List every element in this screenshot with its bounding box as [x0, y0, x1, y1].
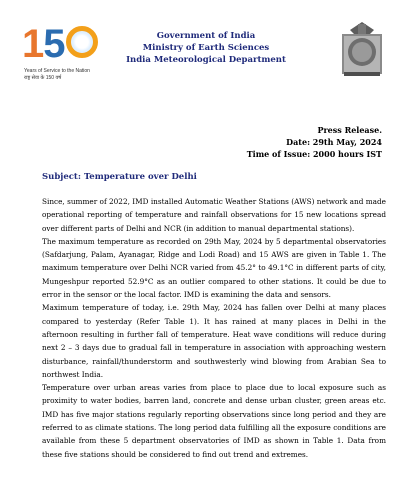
logo-digit-5: 5 [43, 22, 65, 66]
paragraph: Temperature over urban areas varies from place to place due to local exposure such as proximity to water bodies, barren land, concrete and dense urban cluster, green areas etc. IMD has five major stations regularly reporting observations since long period and they are referred to as climate stations. The long period data fulfilling all the exposure conditions are available from these 5 department observatories of IMD as shown in Table 1. Data from these five stations should be considered to find out trend and extremes. [42, 383, 386, 459]
body-text [42, 195, 386, 461]
header-line-3: India Meteorological Department [126, 55, 286, 65]
logo-tagline-hi: राष्ट्र सेवा के 150 वर्ष [24, 75, 62, 81]
release-date: Date: 29th May, 2024 [286, 137, 382, 147]
logo-tagline-en: Years of Service to the Nation [24, 68, 90, 74]
header-line-2: Ministry of Earth Sciences [142, 43, 270, 53]
logo-digit-1: 1 [22, 22, 44, 66]
release-time: Time of Issue: 2000 hours IST [246, 149, 382, 159]
header-line-1: Government of India [156, 31, 256, 41]
paragraph: Since, summer of 2022, IMD installed Automatic Weather Stations (AWS) network and made operational reporting of temperature and rainfall observations for 15 new locations spread over different parts of Delhi and NCR (in addition to manual departmental stations). [42, 197, 386, 233]
subject-line: Subject: Temperature over Delhi [42, 172, 197, 182]
release-type: Press Release. [317, 125, 382, 135]
paragraph: Maximum temperature of today, i.e. 29th May, 2024 has fallen over Delhi at many places compared to yesterday (Refer Table 1). It has rained at many places in Delhi in the afternoon resulting in further fall of temperature. Heat wave conditions will reduce during next 2 – 3 days due to gradual fall in temperature in association with approaching western disturbance, rainfall/thunderstorm and southwesterly wind blowing from Arabian Sea to northwest India. [42, 303, 386, 379]
logo-tagline [24, 68, 104, 82]
paragraph: The maximum temperature as recorded on 29th May, 2024 by 5 departmental observatories (Safdarjung, Palam, Ayanagar, Ridge and Lodi Road) and 15 AWS are given in Table 1. The maximum temperature over Delhi NCR varied from 45.2° to 49.1°C in different parts of city, Mungeshpur reported 52.9°C as an outlier compared to other stations. It could be due to error in the sensor or the local factor. IMD is examining the data and sensors. [42, 236, 386, 300]
